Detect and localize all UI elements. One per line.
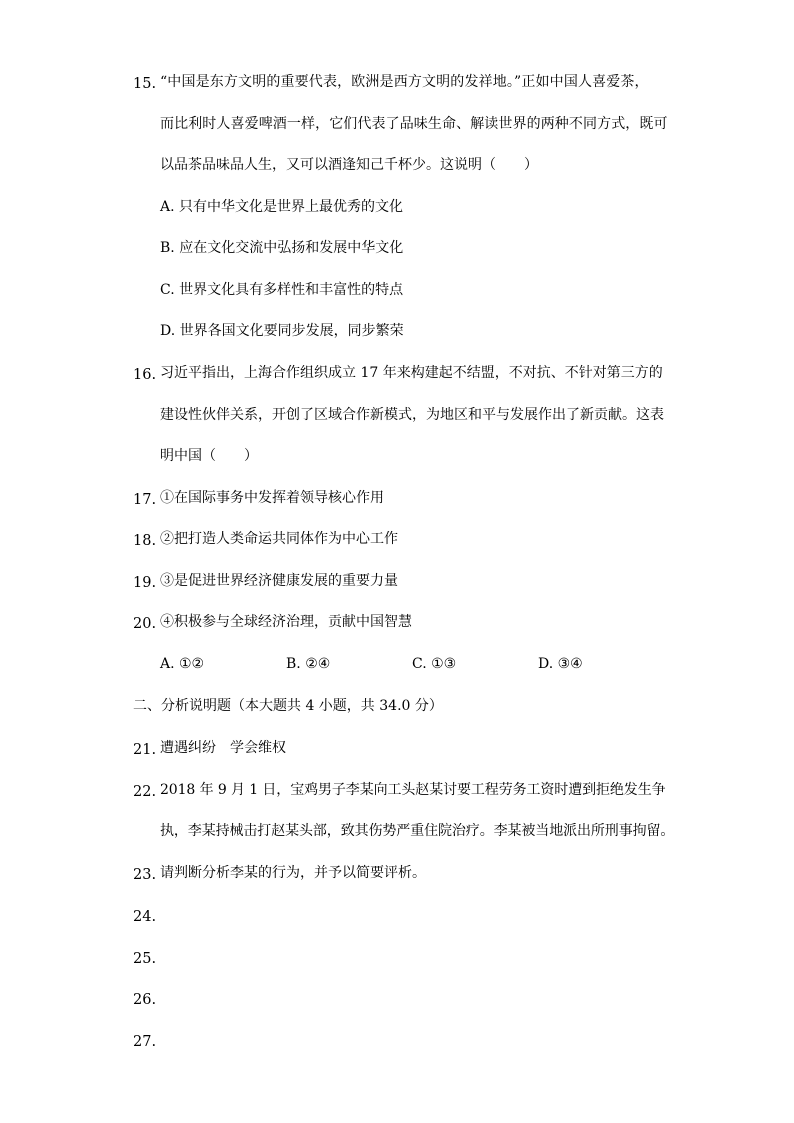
question-text: 执，李某持械击打赵某头部，致其伤势严重住院治疗。李某被当地派出所刑事拘留。 bbox=[160, 823, 675, 839]
list-item-number: 20. bbox=[133, 616, 157, 632]
empty-item-number: 27. bbox=[133, 1034, 157, 1050]
question-text: “中国是东方文明的重要代表，欧洲是西方文明的发祥地。”正如中国人喜爱茶， bbox=[160, 74, 649, 90]
question-number: 21. bbox=[133, 742, 157, 758]
question-number: 16. bbox=[133, 367, 157, 383]
option-a: A. 只有中华文化是世界上最优秀的文化 bbox=[160, 199, 404, 215]
option-d: D. ③④ bbox=[538, 656, 583, 672]
question-text: 2018 年 9 月 1 日，宝鸡男子李某向工头赵某讨要工程劳务工资时遭到拒绝发生争 bbox=[160, 782, 666, 798]
question-number: 15. bbox=[133, 76, 157, 92]
question-text: 习近平指出，上海合作组织成立 17 年来构建起不结盟，不对抗、不针对第三方的 bbox=[160, 365, 663, 381]
empty-item-number: 26. bbox=[133, 992, 157, 1008]
question-number: 23. bbox=[133, 867, 157, 883]
option-b: B. ②④ bbox=[286, 656, 331, 672]
list-item: ④积极参与全球经济治理，贡献中国智慧 bbox=[160, 614, 412, 630]
section-heading: 二、分析说明题（本大题共 4 小题，共 34.0 分） bbox=[133, 698, 443, 714]
list-item: ②把打造人类命运共同体作为中心工作 bbox=[160, 531, 398, 547]
question-text: 以品茶品味品人生，又可以酒逢知己千杯少。这说明（ ） bbox=[160, 157, 538, 173]
option-a: A. ①② bbox=[160, 656, 205, 672]
question-text: 而比利时人喜爱啤酒一样，它们代表了品味生命、解读世界的两种不同方式，既可 bbox=[160, 116, 668, 132]
option-d: D. 世界各国文化要同步发展，同步繁荣 bbox=[160, 323, 404, 339]
option-c: C. ①③ bbox=[412, 656, 457, 672]
option-b: B. 应在文化交流中弘扬和发展中华文化 bbox=[160, 240, 404, 256]
list-item-number: 19. bbox=[133, 575, 157, 591]
question-text: 建设性伙伴关系，开创了区域合作新模式，为地区和平与发展作出了新贡献。这表 bbox=[160, 407, 664, 423]
empty-item-number: 25. bbox=[133, 951, 157, 967]
question-text: 明中国（ ） bbox=[160, 448, 258, 464]
option-c: C. 世界文化具有多样性和丰富性的特点 bbox=[160, 282, 404, 298]
list-item: ③是促进世界经济健康发展的重要力量 bbox=[160, 573, 398, 589]
list-item-number: 17. bbox=[133, 492, 157, 508]
list-item-number: 18. bbox=[133, 533, 157, 549]
question-text: 遭遇纠纷 学会维权 bbox=[160, 740, 286, 756]
empty-item-number: 24. bbox=[133, 909, 157, 925]
list-item: ①在国际事务中发挥着领导核心作用 bbox=[160, 490, 384, 506]
question-number: 22. bbox=[133, 784, 157, 800]
question-text: 请判断分析李某的行为，并予以简要评析。 bbox=[160, 865, 426, 881]
